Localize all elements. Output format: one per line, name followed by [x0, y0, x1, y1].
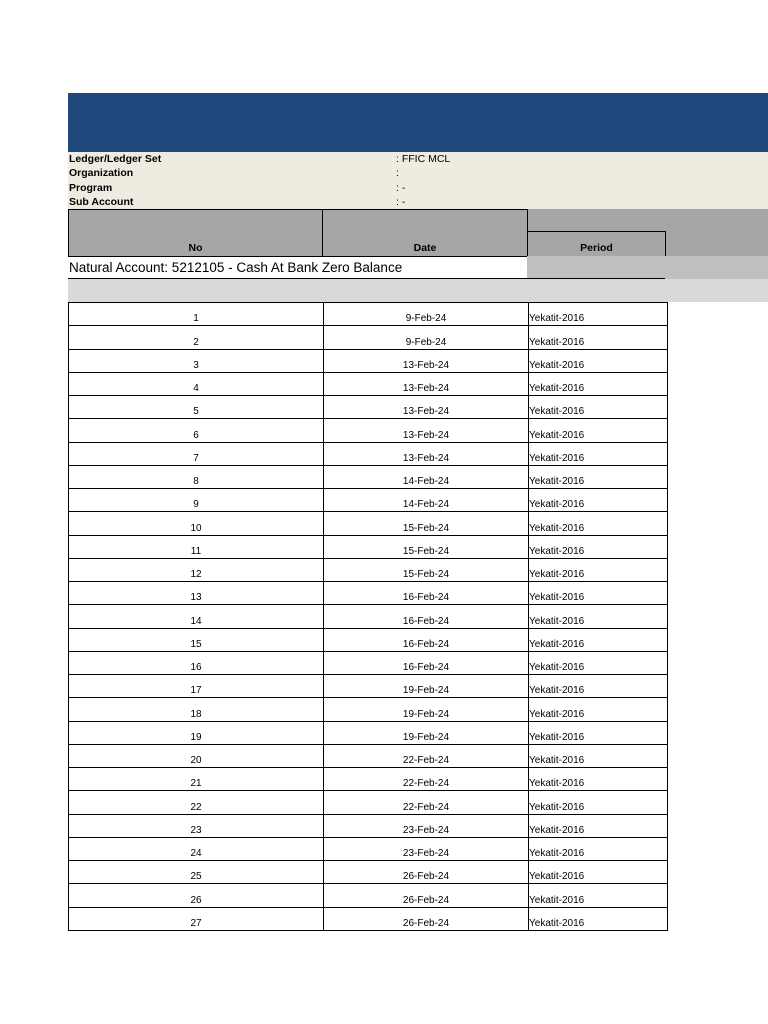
table-row [69, 558, 668, 581]
report-info-block [68, 152, 768, 209]
section-fill [527, 256, 665, 279]
row-period: Yekatit-2016 [529, 396, 668, 419]
info-value: : - [396, 181, 406, 194]
row-number: 15 [69, 628, 324, 651]
row-period: Yekatit-2016 [529, 489, 668, 512]
info-row-ledger [68, 152, 768, 166]
row-date: 15-Feb-24 [324, 558, 529, 581]
info-value: : [396, 167, 399, 180]
row-number: 16 [69, 651, 324, 674]
row-date: 19-Feb-24 [324, 698, 529, 721]
row-date: 13-Feb-24 [324, 372, 529, 395]
table-row [69, 721, 668, 744]
section-fill [665, 256, 768, 279]
row-date: 13-Feb-24 [324, 349, 529, 372]
row-date: 26-Feb-24 [324, 861, 529, 884]
row-date: 16-Feb-24 [324, 605, 529, 628]
table-row [69, 582, 668, 605]
row-number: 13 [69, 582, 324, 605]
info-value: : - [396, 195, 406, 208]
table-row [69, 349, 668, 372]
row-number: 18 [69, 698, 324, 721]
table-row [69, 744, 668, 767]
table-row [69, 535, 668, 558]
info-row-sub-account [68, 195, 768, 209]
table-row [69, 605, 668, 628]
row-period: Yekatit-2016 [529, 303, 668, 326]
row-number: 8 [69, 465, 324, 488]
row-date: 9-Feb-24 [324, 303, 529, 326]
row-period: Yekatit-2016 [529, 744, 668, 767]
row-number: 4 [69, 372, 324, 395]
row-date: 16-Feb-24 [324, 628, 529, 651]
table-row [69, 326, 668, 349]
row-number: 17 [69, 675, 324, 698]
column-header-period-top [527, 209, 666, 232]
row-period: Yekatit-2016 [529, 582, 668, 605]
row-period: Yekatit-2016 [529, 628, 668, 651]
row-number: 14 [69, 605, 324, 628]
info-label: Program [69, 181, 113, 194]
row-number: 22 [69, 791, 324, 814]
row-period: Yekatit-2016 [529, 512, 668, 535]
row-date: 13-Feb-24 [324, 442, 529, 465]
row-number: 11 [69, 535, 324, 558]
row-period: Yekatit-2016 [529, 349, 668, 372]
row-number: 12 [69, 558, 324, 581]
row-period: Yekatit-2016 [529, 907, 668, 930]
table-row [69, 512, 668, 535]
row-period: Yekatit-2016 [529, 651, 668, 674]
table-row [69, 814, 668, 837]
info-row-program [68, 181, 768, 195]
row-date: 13-Feb-24 [324, 419, 529, 442]
row-period: Yekatit-2016 [529, 768, 668, 791]
spacer-row [68, 279, 768, 302]
table-row [69, 768, 668, 791]
row-number: 7 [69, 442, 324, 465]
row-number: 20 [69, 744, 324, 767]
table-row [69, 419, 668, 442]
row-date: 22-Feb-24 [324, 768, 529, 791]
row-number: 25 [69, 861, 324, 884]
section-title: Natural Account: 5212105 - Cash At Bank Zero Balance [69, 260, 403, 275]
row-period: Yekatit-2016 [529, 419, 668, 442]
row-date: 9-Feb-24 [324, 326, 529, 349]
ledger-table [68, 302, 668, 931]
info-row-organization [68, 166, 768, 180]
row-number: 1 [69, 303, 324, 326]
table-row [69, 861, 668, 884]
row-number: 24 [69, 837, 324, 860]
row-period: Yekatit-2016 [529, 442, 668, 465]
column-header-date [322, 209, 528, 256]
ledger-table-body [69, 303, 668, 931]
row-period: Yekatit-2016 [529, 884, 668, 907]
info-label: Ledger/Ledger Set [69, 153, 162, 165]
row-period: Yekatit-2016 [529, 558, 668, 581]
row-date: 14-Feb-24 [324, 465, 529, 488]
table-row [69, 837, 668, 860]
column-header-period [527, 231, 666, 256]
column-header-no [68, 209, 323, 256]
row-period: Yekatit-2016 [529, 535, 668, 558]
table-row [69, 675, 668, 698]
row-date: 22-Feb-24 [324, 744, 529, 767]
row-date: 23-Feb-24 [324, 837, 529, 860]
row-period: Yekatit-2016 [529, 675, 668, 698]
column-header-label: Date [413, 242, 437, 254]
row-number: 2 [69, 326, 324, 349]
row-period: Yekatit-2016 [529, 326, 668, 349]
row-number: 9 [69, 489, 324, 512]
row-number: 3 [69, 349, 324, 372]
row-period: Yekatit-2016 [529, 814, 668, 837]
table-row [69, 791, 668, 814]
row-period: Yekatit-2016 [529, 605, 668, 628]
section-header [68, 256, 768, 279]
info-value: : FFIC MCL [396, 153, 451, 165]
row-date: 14-Feb-24 [324, 489, 529, 512]
table-row [69, 489, 668, 512]
info-label: Organization [69, 167, 134, 180]
row-number: 27 [69, 907, 324, 930]
table-row [69, 442, 668, 465]
row-date: 13-Feb-24 [324, 396, 529, 419]
row-date: 15-Feb-24 [324, 535, 529, 558]
row-period: Yekatit-2016 [529, 721, 668, 744]
row-number: 6 [69, 419, 324, 442]
row-date: 23-Feb-24 [324, 814, 529, 837]
row-period: Yekatit-2016 [529, 465, 668, 488]
row-date: 19-Feb-24 [324, 675, 529, 698]
row-number: 10 [69, 512, 324, 535]
row-date: 22-Feb-24 [324, 791, 529, 814]
row-date: 16-Feb-24 [324, 582, 529, 605]
table-row [69, 628, 668, 651]
row-number: 21 [69, 768, 324, 791]
table-row [69, 907, 668, 930]
info-label: Sub Account [69, 195, 134, 208]
row-period: Yekatit-2016 [529, 791, 668, 814]
row-date: 19-Feb-24 [324, 721, 529, 744]
row-number: 5 [69, 396, 324, 419]
table-row [69, 465, 668, 488]
row-number: 26 [69, 884, 324, 907]
row-date: 15-Feb-24 [324, 512, 529, 535]
table-row [69, 884, 668, 907]
row-period: Yekatit-2016 [529, 698, 668, 721]
column-header-label: No [188, 242, 203, 254]
table-row [69, 698, 668, 721]
row-period: Yekatit-2016 [529, 861, 668, 884]
table-row [69, 303, 668, 326]
row-date: 26-Feb-24 [324, 884, 529, 907]
row-date: 16-Feb-24 [324, 651, 529, 674]
table-row [69, 372, 668, 395]
row-number: 23 [69, 814, 324, 837]
table-row [69, 396, 668, 419]
row-number: 19 [69, 721, 324, 744]
row-period: Yekatit-2016 [529, 837, 668, 860]
table-row [69, 651, 668, 674]
column-header-label: Period [580, 242, 613, 254]
row-period: Yekatit-2016 [529, 372, 668, 395]
row-date: 26-Feb-24 [324, 907, 529, 930]
report-banner [68, 93, 768, 152]
